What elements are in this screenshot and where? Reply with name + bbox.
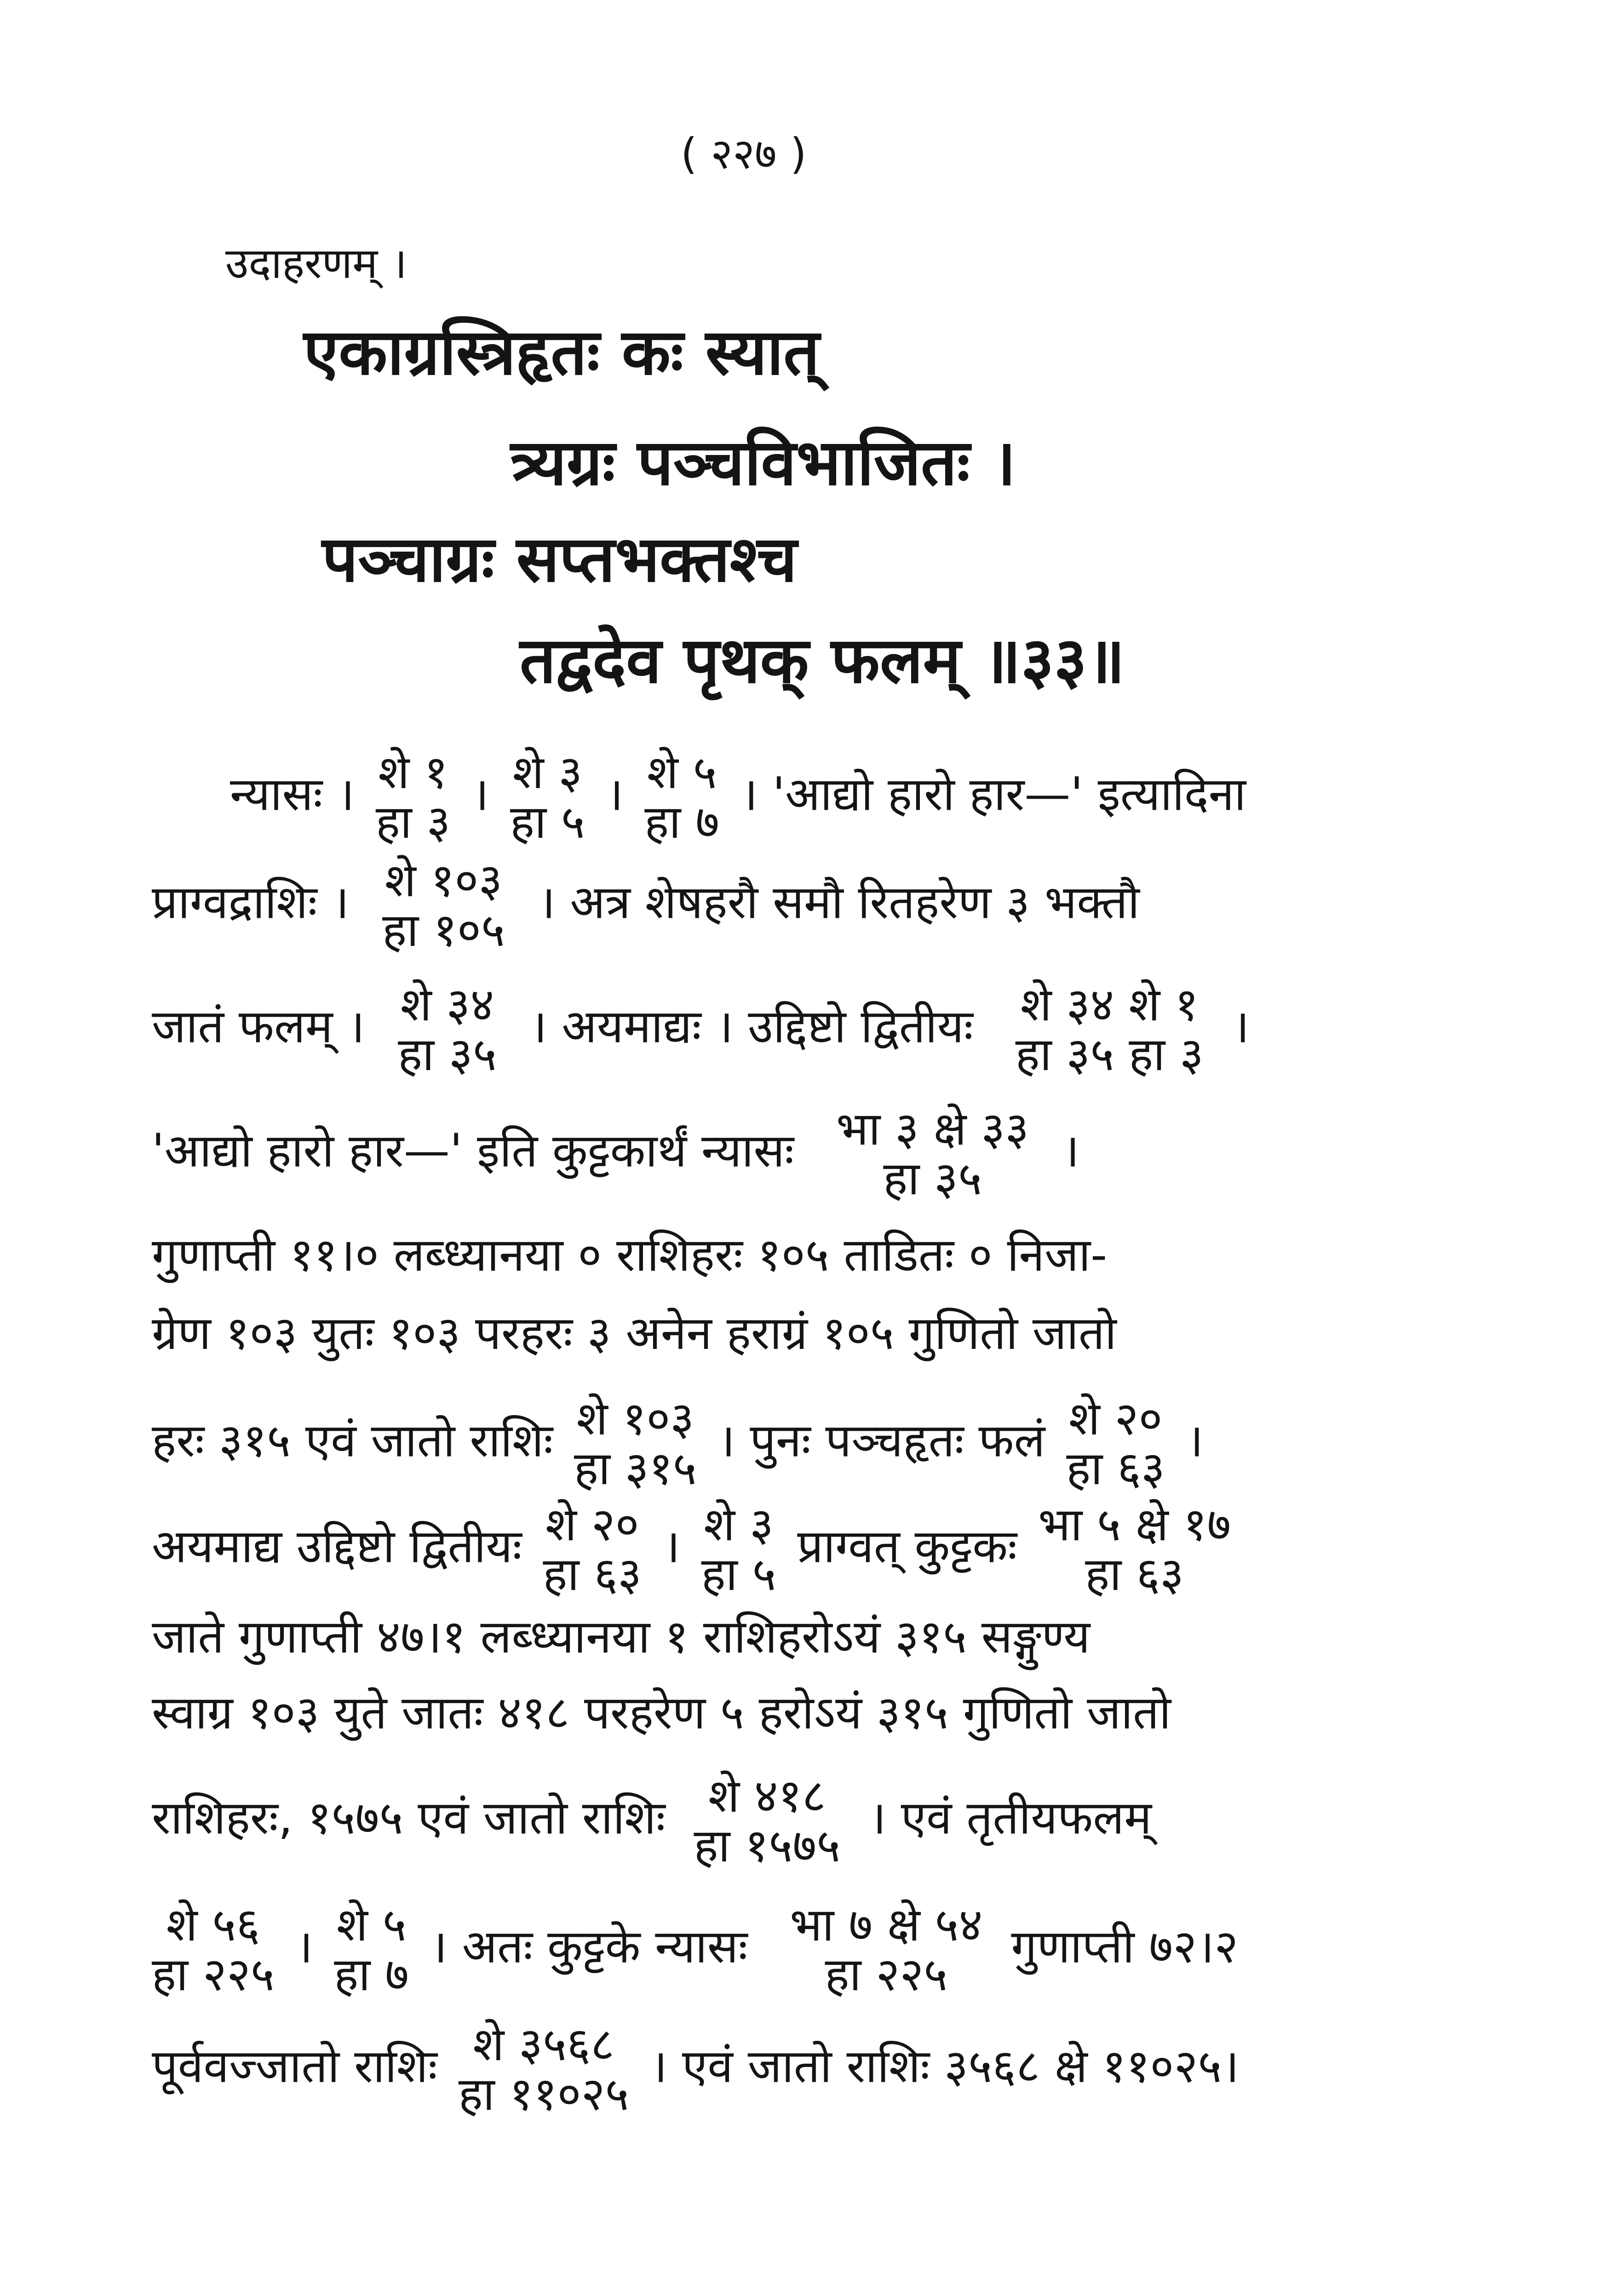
example-caption: उदाहरणम् । <box>225 239 407 288</box>
text-segment: । <box>606 767 624 821</box>
fraction-denominator: हा २२५ <box>152 1947 275 2001</box>
text-segment: । अत्र शेषहरौ समौ रितहरेण ३ भक्तौ <box>538 875 1140 929</box>
fraction-numerator: शे ३ <box>704 1498 774 1551</box>
fraction-remainder-divisor <box>334 1900 409 1999</box>
fraction-denominator: हा ११०२५ <box>458 2067 629 2121</box>
nyasa-line <box>230 745 1246 849</box>
fraction-kuttaka-setup <box>836 1104 1029 1204</box>
fraction-numerator: शे ३४ <box>400 978 494 1031</box>
fraction-numerator: शे ५ <box>336 1898 407 1952</box>
text-segment: । एवं तृतीयफलम् <box>869 1791 1152 1845</box>
text-line: ग्रेण १०३ युतः १०३ परहरः ३ अनेन हराग्रं १०५ गुणितो जातो <box>152 1306 1117 1360</box>
fraction-numerator: शे ३५६८ <box>473 2017 614 2071</box>
fraction-denominator: हा २२५ <box>825 1947 948 2001</box>
verse-line-1: एकाग्रस्त्रिहृतः कः स्यात् <box>304 315 820 389</box>
fraction-denominator: हा ३५ हा ३ <box>1015 1027 1204 1081</box>
fraction-numerator: भा ३ क्षे ३३ <box>836 1102 1029 1156</box>
text-segment: प्राग्वत् कुट्टकः <box>797 1519 1017 1573</box>
fraction-numerator: शे ४१८ <box>708 1769 826 1823</box>
text-segment: हरः ३१५ एवं जातो राशिः <box>152 1413 553 1468</box>
text-segment: । पुनः पञ्चहृतः फलं <box>717 1413 1045 1468</box>
text-line <box>152 1500 1237 1599</box>
text-segment: अयमाद्य उद्दिष्टो द्वितीयः <box>152 1519 522 1573</box>
fraction-remainder-divisor <box>694 1771 840 1871</box>
fraction-denominator: हा ३१५ <box>574 1441 697 1495</box>
fraction-remainder-divisor <box>382 853 505 957</box>
text-line <box>152 1900 1238 1999</box>
text-segment: । अयमाद्यः । उद्दिष्टो द्वितीयः <box>529 999 973 1054</box>
text-segment: । <box>1062 1123 1079 1178</box>
fraction-remainder-divisor <box>701 1500 776 1599</box>
fraction-denominator: हा ६३ <box>1066 1441 1165 1495</box>
fraction-remainder-divisor <box>1066 1394 1165 1493</box>
fraction-denominator: हा ६३ <box>1085 1547 1184 1601</box>
text-segment: प्राग्वद्राशिः । <box>152 875 350 929</box>
fraction-numerator: शे २० <box>1068 1392 1163 1446</box>
text-segment: पूर्ववज्जातो राशिः <box>152 2039 437 2093</box>
text-line: जाते गुणाप्ती ४७।१ लब्ध्यानया १ राशिहरोऽयं ३१५ सङ्गुण्य <box>152 1610 1090 1664</box>
text-line: स्वाग्र १०३ युते जातः ४१८ परहरेण ५ हरोऽयं ३१५ गुणितो जातो <box>152 1686 1171 1740</box>
text-segment: न्यासः । <box>230 767 355 821</box>
text-segment: जातं फलम् । <box>152 999 365 1054</box>
fraction-remainder-divisor <box>543 1500 642 1599</box>
fraction-denominator: हा ३ <box>375 795 451 849</box>
fraction-denominator: हा १०५ <box>382 903 505 957</box>
fraction-remainder-divisor <box>510 745 585 849</box>
fraction-numerator: शे ५ <box>647 745 717 799</box>
text-line <box>152 1771 1152 1871</box>
text-line <box>152 1394 1204 1493</box>
fraction-remainder-divisor <box>458 2017 629 2121</box>
text-segment: । 'आद्यो हारो हार—' इत्यादिना <box>740 767 1246 821</box>
fraction-kuttaka-setup <box>790 1900 982 1999</box>
text-segment: । <box>662 1519 680 1573</box>
text-segment: । <box>295 1919 313 1974</box>
text-line <box>152 2017 1240 2121</box>
verse-line-2: त्र्यग्रः पञ्चविभाजितः । <box>511 426 1016 500</box>
text-segment: । <box>471 767 489 821</box>
fraction-denominator: हा ५ <box>701 1547 776 1601</box>
fraction-denominator: हा ७ <box>644 795 720 849</box>
fraction-numerator: शे १०३ <box>384 853 503 907</box>
text-line: गुणाप्ती ११।० लब्ध्यानया ० राशिहरः १०५ ताडितः ० निजा- <box>152 1228 1108 1282</box>
fraction-numerator: शे ३ <box>512 745 583 799</box>
fraction-denominator: हा ५ <box>510 795 585 849</box>
fraction-remainder-divisor <box>375 745 451 849</box>
fraction-remainder-divisor <box>398 980 497 1079</box>
fraction-numerator: भा ५ क्षे १७ <box>1038 1498 1231 1551</box>
fraction-remainder-divisor <box>644 745 720 849</box>
text-segment: । <box>1232 999 1250 1054</box>
text-segment: । एवं जातो राशिः ३५६८ क्षे ११०२५। <box>650 2039 1240 2093</box>
fraction-numerator: भा ७ क्षे ५४ <box>790 1898 983 1952</box>
fraction-numerator: शे १०३ <box>576 1392 694 1446</box>
fraction-numerator: शे ५६ <box>166 1898 260 1952</box>
fraction-numerator: शे २० <box>545 1498 639 1551</box>
verse-line-4: तद्वदेव पृथक् फलम् ॥३३॥ <box>520 623 1125 697</box>
text-line <box>152 853 1140 957</box>
text-segment: । अतः कुट्टके न्यासः <box>430 1919 748 1974</box>
fraction-kuttaka-setup <box>1038 1500 1231 1599</box>
text-line <box>152 980 1250 1079</box>
text-segment: गुणाप्ती ७२।२ <box>1011 1919 1239 1974</box>
text-segment: राशिहरः, १५७५ एवं जातो राशिः <box>152 1791 666 1845</box>
verse-line-3: पञ्चाग्रः सप्तभक्तश्च <box>322 522 798 596</box>
fraction-remainder-divisor <box>152 1900 275 1999</box>
fraction-remainder-divisor <box>574 1394 697 1493</box>
fraction-numerator: शे १ <box>378 745 448 799</box>
fraction-denominator: हा ३५ <box>398 1027 497 1081</box>
fraction-numerator: शे ३४ शे १ <box>1020 978 1199 1031</box>
fraction-remainder-divisor <box>1016 980 1204 1079</box>
text-segment: । <box>1186 1413 1204 1468</box>
fraction-denominator: हा ६३ <box>543 1547 642 1601</box>
fraction-denominator: हा ३५ <box>883 1152 982 1205</box>
text-line <box>152 1104 1079 1204</box>
text-segment: 'आद्यो हारो हार—' इति कुट्टकार्थं न्यासः <box>152 1123 794 1178</box>
page-number: ( २२७ ) <box>681 129 807 179</box>
fraction-denominator: हा १५७५ <box>694 1819 841 1872</box>
fraction-denominator: हा ७ <box>334 1947 409 2001</box>
